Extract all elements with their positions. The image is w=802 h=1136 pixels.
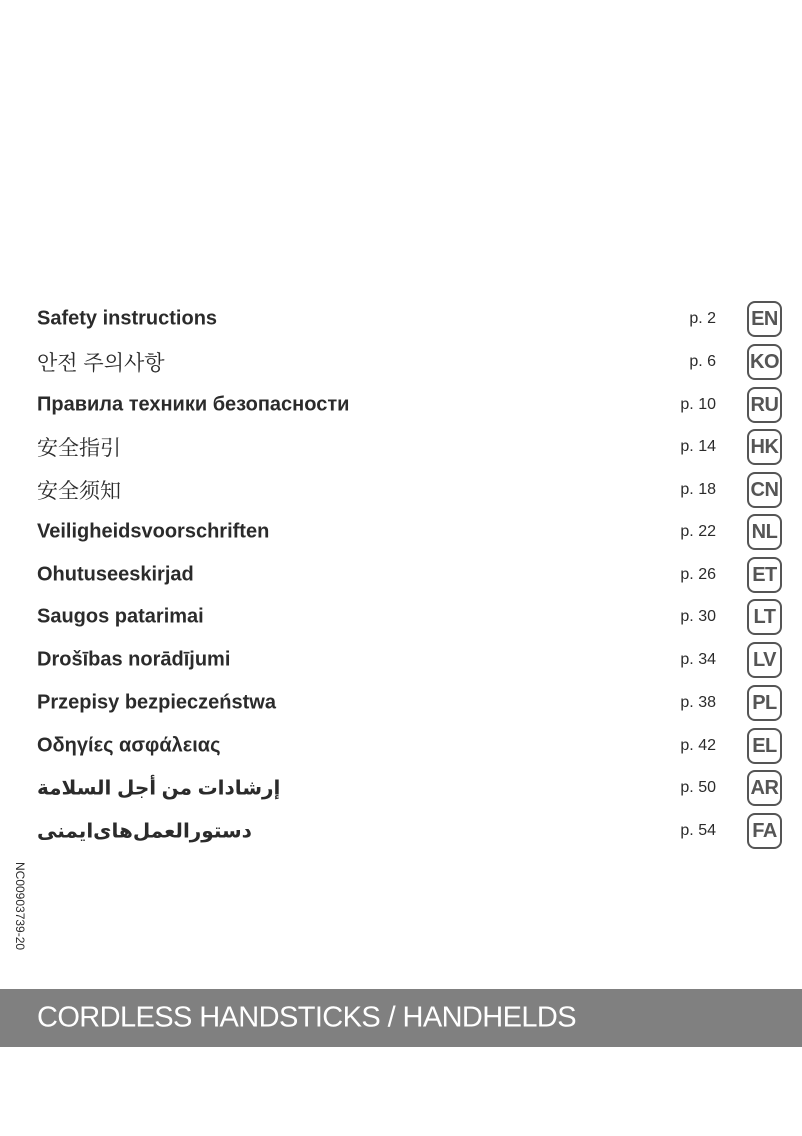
language-badge: EL: [747, 728, 782, 764]
toc-page-number: p. 14: [680, 438, 716, 455]
toc-row-pl[interactable]: [0, 683, 802, 723]
toc-row-lt[interactable]: [0, 597, 802, 637]
language-badge: CN: [747, 472, 782, 508]
language-badge: EN: [747, 301, 782, 337]
toc-page-number: p. 54: [680, 822, 716, 839]
toc-title: Οδηγίες ασφάλειας: [37, 734, 221, 757]
toc-title: Veiligheidsvoorschriften: [37, 520, 270, 543]
toc-row-fa[interactable]: [0, 811, 802, 851]
toc-row-nl[interactable]: [0, 512, 802, 552]
toc-page-number: p. 26: [680, 566, 716, 583]
language-badge: LT: [747, 599, 782, 635]
language-badge: HK: [747, 429, 782, 465]
toc-title: Правила техники безопасности: [37, 393, 350, 416]
toc-title: 安全指引: [37, 437, 121, 460]
banner-title: CORDLESS HANDSTICKS / HANDHELDS: [37, 1001, 576, 1034]
toc-page-number: p. 30: [680, 608, 716, 625]
toc-page-number: p. 22: [680, 523, 716, 540]
language-badge: PL: [747, 685, 782, 721]
language-badge: AR: [747, 770, 782, 806]
toc-page-number: p. 6: [689, 353, 716, 370]
language-badge: NL: [747, 514, 782, 550]
toc-title: إرشادات من أجل السلامة: [37, 777, 281, 800]
toc-title: Ohutuseeskirjad: [37, 563, 194, 586]
language-badge: KO: [747, 344, 782, 380]
toc-page-number: p. 50: [680, 779, 716, 796]
language-badge: LV: [747, 642, 782, 678]
toc-page-number: p. 2: [689, 310, 716, 327]
toc-row-hk[interactable]: [0, 427, 802, 467]
toc-page-number: p. 42: [680, 737, 716, 754]
toc-title: دستورالعمل‌های‌ایمنی: [37, 820, 252, 843]
toc-title: Drošības norādījumi: [37, 648, 231, 671]
document-code: NC00903739-20: [13, 862, 27, 951]
toc-row-lv[interactable]: [0, 640, 802, 680]
toc-row-cn[interactable]: [0, 470, 802, 510]
toc-title: Saugos patarimai: [37, 605, 204, 628]
toc-row-ru[interactable]: [0, 385, 802, 425]
toc-title: 安全须知: [37, 480, 121, 503]
toc-row-ko[interactable]: [0, 342, 802, 382]
toc-page-number: p. 10: [680, 396, 716, 413]
toc-page-number: p. 18: [680, 481, 716, 498]
toc-page-number: p. 38: [680, 694, 716, 711]
toc-title: Safety instructions: [37, 307, 218, 330]
toc-title: Przepisy bezpieczeństwa: [37, 691, 276, 714]
toc-title: 안전 주의사항: [37, 352, 165, 375]
language-badge: RU: [747, 387, 782, 423]
language-badge: ET: [747, 557, 782, 593]
toc-row-ar[interactable]: [0, 768, 802, 808]
toc-page-number: p. 34: [680, 651, 716, 668]
language-badge: FA: [747, 813, 782, 849]
toc-row-et[interactable]: [0, 555, 802, 595]
product-banner: [0, 989, 802, 1047]
toc-row-en[interactable]: [0, 299, 802, 339]
toc-row-el[interactable]: [0, 726, 802, 766]
